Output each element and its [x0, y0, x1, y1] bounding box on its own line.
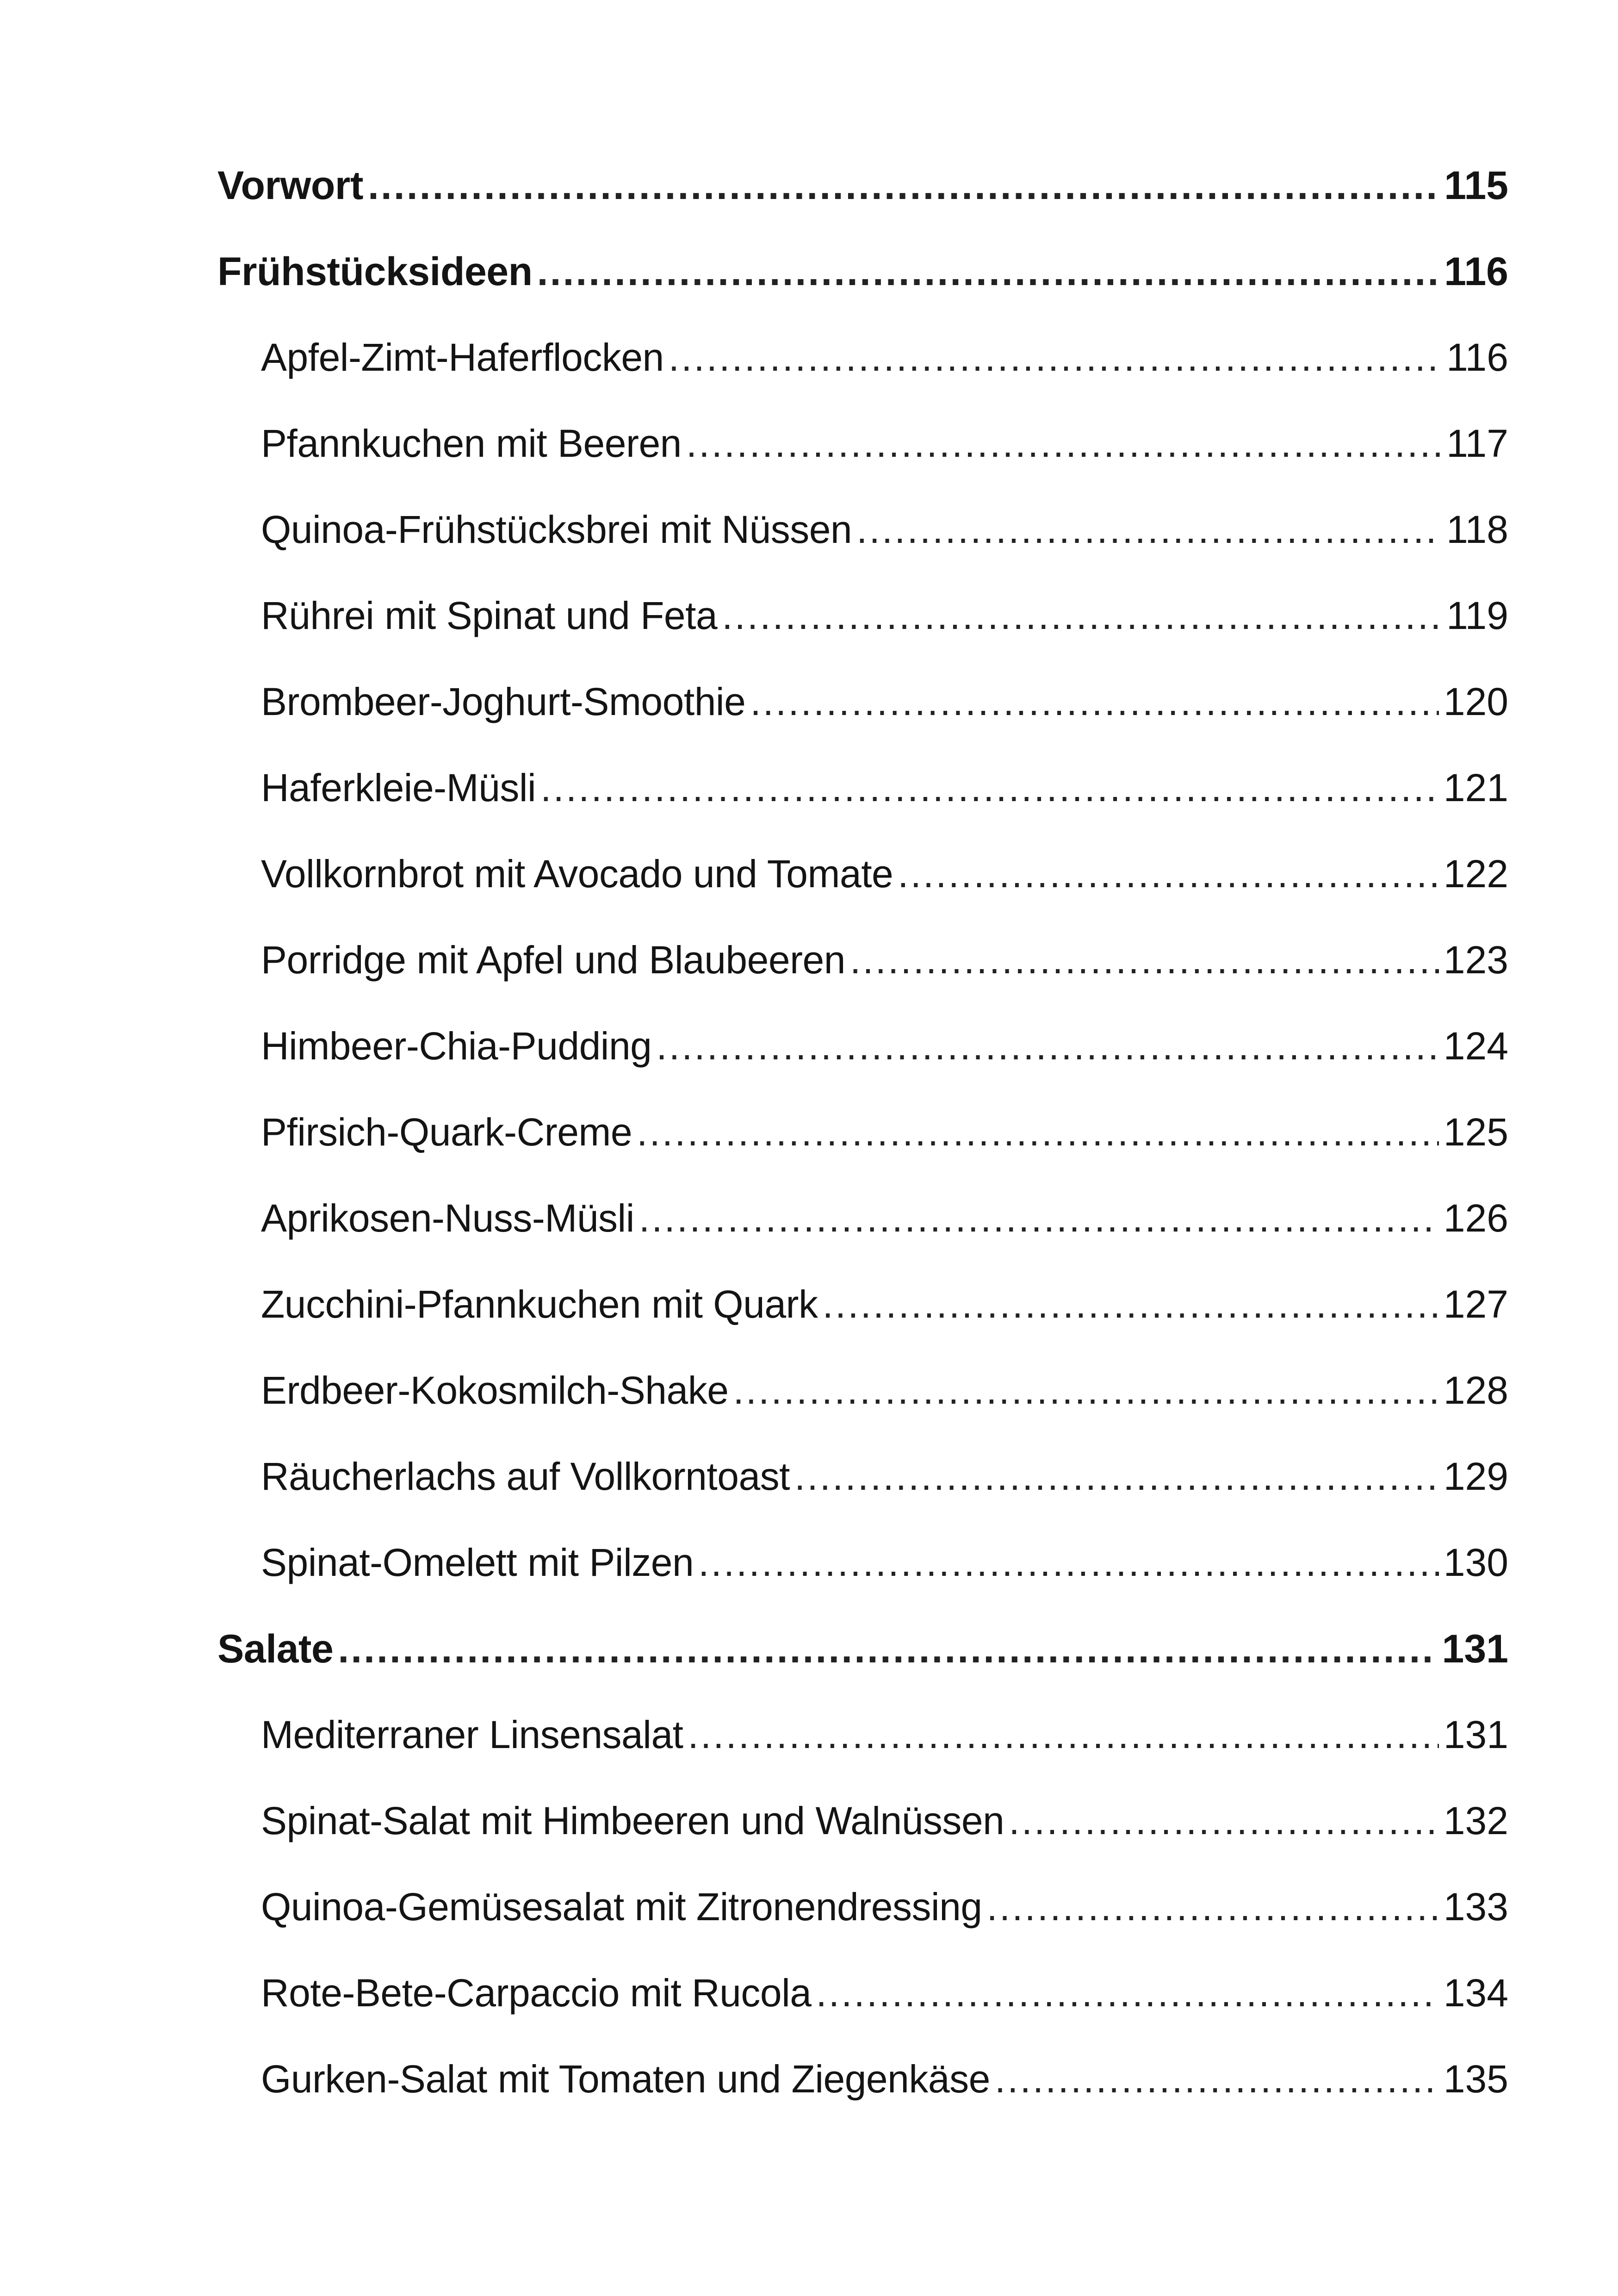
toc-entry-title: Räucherlachs auf Vollkorntoast: [261, 1455, 790, 1498]
toc-page-number: 126: [1443, 1196, 1508, 1240]
dot-leader: [639, 1196, 1439, 1241]
toc-page-number: 131: [1443, 1713, 1508, 1756]
toc-page-number: 121: [1443, 766, 1508, 809]
toc-page-number: 122: [1443, 852, 1508, 896]
toc-entry-title: Spinat-Omelett mit Pilzen: [261, 1541, 694, 1584]
dot-leader: [686, 421, 1442, 466]
dot-leader: [637, 1110, 1439, 1155]
toc-entry-title: Mediterraner Linsensalat: [261, 1713, 683, 1756]
toc-page-number: 117: [1446, 422, 1508, 465]
toc-entry-title: Haferkleie-Müsli: [261, 766, 536, 809]
toc-item: [261, 1368, 1508, 1424]
dot-leader: [669, 335, 1442, 380]
dot-leader: [850, 938, 1439, 983]
toc-page-number: 120: [1443, 680, 1508, 723]
toc-item: [261, 852, 1508, 907]
toc-page-number: 135: [1443, 2057, 1508, 2101]
dot-leader: [656, 1024, 1438, 1069]
toc-entry-title: Quinoa-Frühstücksbrei mit Nüssen: [261, 508, 852, 551]
dot-leader: [856, 507, 1442, 552]
toc-entry-title: Vorwort: [217, 163, 364, 208]
toc-page-number: 127: [1443, 1282, 1508, 1326]
dot-leader: [722, 593, 1442, 638]
toc-page-number: 132: [1443, 1799, 1508, 1842]
toc-page-number: 134: [1443, 1971, 1508, 2015]
dot-leader: [987, 1885, 1439, 1929]
dot-leader: [823, 1282, 1439, 1327]
toc-entry-title: Himbeer-Chia-Pudding: [261, 1024, 652, 1068]
toc-entry-title: Vollkornbrot mit Avocado und Tomate: [261, 852, 893, 896]
toc-page-number: 128: [1443, 1369, 1508, 1412]
toc-page-number: 123: [1443, 938, 1508, 982]
dot-leader: [698, 1540, 1439, 1585]
toc-item: [261, 507, 1508, 563]
toc-page-number: 116: [1446, 336, 1508, 379]
dot-leader: [733, 1368, 1438, 1413]
toc-item: [261, 421, 1508, 477]
dot-leader: [338, 1626, 1437, 1672]
toc-page-number: 115: [1444, 163, 1508, 208]
toc-entry-title: Frühstücksideen: [217, 249, 533, 294]
toc-item: [261, 1454, 1508, 1510]
toc-item: [261, 593, 1508, 649]
toc-page-number: 131: [1442, 1627, 1508, 1671]
toc-entry-title: Porridge mit Apfel und Blaubeeren: [261, 938, 845, 982]
dot-leader: [995, 2057, 1439, 2102]
toc-page-number: 125: [1443, 1110, 1508, 1154]
toc-item: [261, 765, 1508, 821]
toc-page-number: 129: [1443, 1455, 1508, 1498]
toc-page-number: 133: [1443, 1885, 1508, 1929]
toc-entry-title: Apfel-Zimt-Haferflocken: [261, 336, 664, 379]
toc-item: [261, 1282, 1508, 1338]
toc-item: [261, 1024, 1508, 1079]
toc-entry-title: Quinoa-Gemüsesalat mit Zitronendressing: [261, 1885, 982, 1929]
toc-section: [217, 163, 1508, 218]
toc-page-number: 130: [1443, 1541, 1508, 1584]
toc-page-number: 119: [1446, 594, 1508, 637]
toc-item: [261, 1712, 1508, 1768]
toc-page-number: 124: [1443, 1024, 1508, 1068]
toc-section: [217, 249, 1508, 305]
toc-entry-title: Pfirsich-Quark-Creme: [261, 1110, 632, 1154]
toc-item: [261, 679, 1508, 735]
dot-leader: [794, 1454, 1439, 1499]
toc-item: [261, 1540, 1508, 1596]
dot-leader: [368, 163, 1439, 209]
toc-page-number: 118: [1446, 508, 1508, 551]
dot-leader: [898, 852, 1439, 896]
toc-item: [261, 938, 1508, 993]
toc-entry-title: Gurken-Salat mit Tomaten und Ziegenkäse: [261, 2057, 990, 2101]
toc-entry-title: Rührei mit Spinat und Feta: [261, 594, 718, 637]
dot-leader: [1009, 1798, 1438, 1843]
toc-entry-title: Pfannkuchen mit Beeren: [261, 422, 682, 465]
toc-item: [261, 1885, 1508, 1940]
dot-leader: [750, 679, 1439, 724]
dot-leader: [688, 1712, 1439, 1757]
toc-entry-title: Aprikosen-Nuss-Müsli: [261, 1196, 634, 1240]
toc-item: [261, 1798, 1508, 1854]
dot-leader: [540, 765, 1439, 810]
toc-section: [217, 1626, 1508, 1682]
dot-leader: [537, 249, 1440, 295]
toc-entry-title: Erdbeer-Kokosmilch-Shake: [261, 1369, 729, 1412]
toc-item: [261, 1971, 1508, 2026]
toc-entry-title: Zucchini-Pfannkuchen mit Quark: [261, 1282, 818, 1326]
toc-item: [261, 2057, 1508, 2112]
toc-entry-title: Spinat-Salat mit Himbeeren und Walnüssen: [261, 1799, 1004, 1842]
toc-item: [261, 1110, 1508, 1165]
toc-item: [261, 335, 1508, 391]
toc-page-number: 116: [1444, 249, 1508, 294]
toc-entry-title: Rote-Bete-Carpaccio mit Rucola: [261, 1971, 812, 2015]
toc-item: [261, 1196, 1508, 1251]
dot-leader: [816, 1971, 1438, 2016]
toc-entry-title: Brombeer-Joghurt-Smoothie: [261, 680, 746, 723]
toc-entry-title: Salate: [217, 1627, 334, 1671]
